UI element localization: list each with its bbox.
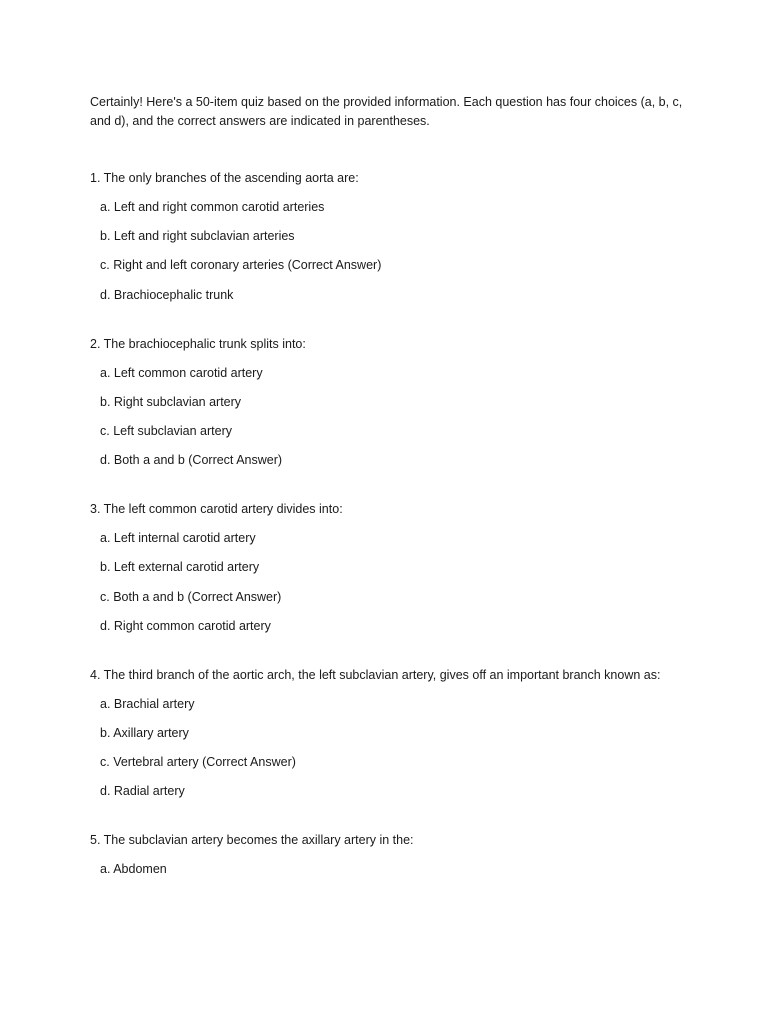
choice-item: d. Radial artery [100,784,185,799]
choice-item: c. Both a and b (Correct Answer) [100,589,282,604]
choice-item: c. Right and left coronary arteries (Correct Answer) [100,258,382,273]
choice-item: a. Left common carotid artery [100,365,263,380]
choice-item: a. Brachial artery [100,696,195,711]
choice-item: c. Vertebral artery (Correct Answer) [100,755,296,770]
question-text: 2. The brachiocephalic trunk splits into: [90,336,306,351]
question-text: 1. The only branches of the ascending aorta are: [90,171,359,185]
choice-item: d. Right common carotid artery [100,618,271,633]
question-list [90,169,690,879]
choice-item: a. Left internal carotid artery [100,531,256,546]
choice-list [90,198,690,305]
choice-item: d. Both a and b (Correct Answer) [100,453,283,468]
choice-item: b. Right subclavian artery [100,394,242,409]
intro-paragraph: Certainly! Here's a 50-item quiz based on the provided information. Each question has four choices (a, b, c, and d), and the correct answers are indicated in parentheses. [90,95,683,128]
question-text: 4. The third branch of the aortic arch, the left subclavian artery, gives off an important branch known as: [90,667,661,682]
document-page [90,93,690,909]
choice-item: b. Axillary artery [100,725,189,740]
question-text: 3. The left common carotid artery divides into: [90,502,343,517]
question-5 [90,831,690,879]
choice-item: d. Brachiocephalic trunk [100,287,234,302]
choice-item: b. Left and right subclavian arteries [100,229,295,244]
choice-list [90,695,690,802]
choice-list [90,529,690,636]
choice-item: c. Left subclavian artery [100,423,233,438]
choice-list [90,860,690,879]
choice-item: a. Left and right common carotid arteries [100,200,325,214]
question-4 [90,666,690,802]
question-1 [90,169,690,305]
choice-list [90,364,690,471]
question-2 [90,335,690,471]
question-text: 5. The subclavian artery becomes the axillary artery in the: [90,833,414,848]
question-3 [90,500,690,636]
choice-item: a. Abdomen [100,862,167,877]
choice-item: b. Left external carotid artery [100,560,260,575]
